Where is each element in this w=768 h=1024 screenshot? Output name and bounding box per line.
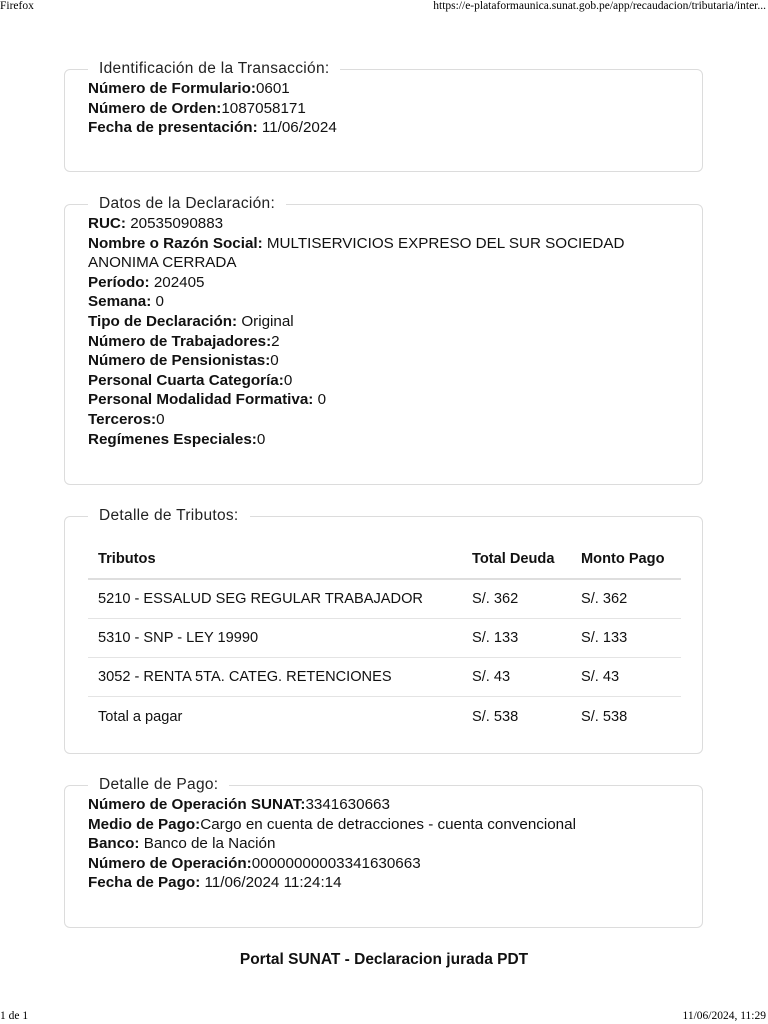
field-label: Tipo de Declaración: — [88, 312, 238, 330]
section-legend: Detalle de Pago: — [99, 776, 219, 793]
form-number-row — [88, 79, 702, 99]
total-debt-cell: S/. 538 — [472, 709, 519, 725]
submission-date-row — [88, 118, 702, 138]
field-value: 0 — [256, 430, 266, 448]
field-label: RUC: — [88, 215, 126, 232]
table-header-row — [88, 539, 681, 579]
print-header-url: https://e-plataformaunica.sunat.gob.pe/app/recaudacion/tributaria/inter... — [433, 0, 766, 12]
field-value: 0 — [313, 391, 327, 409]
field-label: Número de Operación: — [88, 854, 252, 872]
bank-row — [88, 834, 702, 854]
table-row — [88, 619, 681, 658]
total-debt-cell: S/. 362 — [462, 579, 571, 619]
workers-count-row — [88, 332, 702, 352]
business-name-row — [88, 234, 702, 273]
tax-detail-section — [64, 507, 703, 754]
field-label: Personal Cuarta Categoría: — [88, 371, 284, 389]
column-header-payment-amount: Monto Pago — [571, 539, 681, 579]
field-label: Nombre o Razón Social: — [88, 234, 263, 252]
training-modality-row — [88, 390, 702, 410]
week-row — [88, 292, 702, 312]
total-debt-cell: S/. 133 — [462, 619, 571, 658]
period-row — [88, 273, 702, 293]
third-parties-row — [88, 410, 702, 430]
field-label: Personal Modalidad Formativa: — [88, 391, 314, 409]
section-legend: Detalle de Tributos: — [99, 507, 239, 524]
fourth-category-row — [88, 371, 702, 391]
field-label: Número de Formulario: — [88, 80, 256, 97]
field-label: Regímenes Especiales: — [88, 430, 257, 448]
table-row — [88, 579, 681, 619]
pensioners-count-row — [88, 351, 702, 371]
transaction-fields — [65, 78, 702, 138]
transaction-identification-section — [64, 60, 703, 172]
declaration-data-section — [64, 195, 703, 485]
field-value: 3341630663 — [305, 796, 390, 813]
total-label-cell: Total a pagar — [98, 709, 183, 725]
table-row — [88, 658, 681, 697]
section-legend: Identificación de la Transacción: — [99, 60, 330, 77]
operation-number-row — [88, 854, 702, 874]
print-page-count: 1 de 1 — [0, 1010, 29, 1022]
field-value: 0 — [283, 371, 293, 389]
field-label: Período: — [88, 273, 150, 291]
field-value: 11/06/2024 — [257, 119, 337, 137]
ruc-row — [88, 214, 702, 234]
field-label: Semana: — [88, 293, 152, 311]
field-label: Número de Orden: — [88, 99, 222, 117]
field-label: Número de Operación SUNAT: — [88, 796, 306, 813]
payment-detail-section — [64, 776, 703, 928]
field-value: 202405 — [149, 273, 205, 291]
table-total-row — [88, 697, 681, 738]
payment-amount-cell: S/. 133 — [571, 619, 681, 658]
print-header-browser: Firefox — [0, 0, 34, 12]
declaration-fields — [65, 213, 702, 449]
column-header-tax: Tributos — [88, 539, 462, 579]
payment-amount-cell: S/. 362 — [571, 579, 681, 619]
field-value: Banco de la Nación — [139, 835, 276, 853]
payment-amount-cell: S/. 43 — [571, 658, 681, 697]
field-label: Terceros: — [88, 410, 157, 428]
tax-name-cell: 5310 - SNP - LEY 19990 — [88, 619, 462, 658]
column-header-total-debt: Total Deuda — [462, 539, 571, 579]
tax-name-cell: 3052 - RENTA 5TA. CATEG. RETENCIONES — [88, 658, 462, 697]
field-label: Número de Pensionistas: — [88, 352, 271, 370]
field-label: Fecha de Pago: — [88, 874, 201, 892]
field-value: 0601 — [255, 80, 290, 97]
field-value: MULTISERVICIOS EXPRESO DEL SUR SOCIEDAD ANONIMA CERRADA — [88, 234, 625, 272]
field-value: 00000000003341630663 — [251, 854, 421, 872]
sunat-operation-row — [88, 795, 702, 815]
portal-footer-title: Portal SUNAT - Declaracion jurada PDT — [239, 951, 529, 968]
special-regimes-row — [88, 430, 702, 450]
field-label: Medio de Pago: — [88, 815, 201, 833]
field-value: Original — [237, 312, 294, 330]
field-value: Cargo en cuenta de detracciones - cuenta convencional — [200, 815, 576, 833]
tax-table — [88, 539, 681, 737]
field-value: 20535090883 — [125, 215, 224, 232]
total-debt-cell: S/. 43 — [462, 658, 571, 697]
field-value: 1087058171 — [221, 99, 306, 117]
print-timestamp: 11/06/2024, 11:29 — [682, 1010, 766, 1022]
field-label: Banco: — [88, 835, 140, 853]
tax-name-cell: 5210 - ESSALUD SEG REGULAR TRABAJADOR — [88, 579, 462, 619]
order-number-row — [88, 99, 702, 119]
payment-method-row — [88, 815, 702, 835]
field-value: 0 — [270, 352, 279, 370]
field-value: 11/06/2024 11:24:14 — [200, 874, 342, 892]
field-label: Fecha de presentación: — [88, 119, 258, 137]
field-value: 2 — [271, 332, 280, 350]
payment-fields — [65, 794, 702, 893]
field-label: Número de Trabajadores: — [88, 332, 272, 350]
payment-date-row — [88, 873, 702, 893]
field-value: 0 — [151, 293, 164, 311]
section-legend: Datos de la Declaración: — [99, 195, 276, 212]
declaration-type-row — [88, 312, 702, 332]
payment-amount-cell: S/. 538 — [581, 709, 628, 725]
field-value: 0 — [156, 410, 165, 428]
